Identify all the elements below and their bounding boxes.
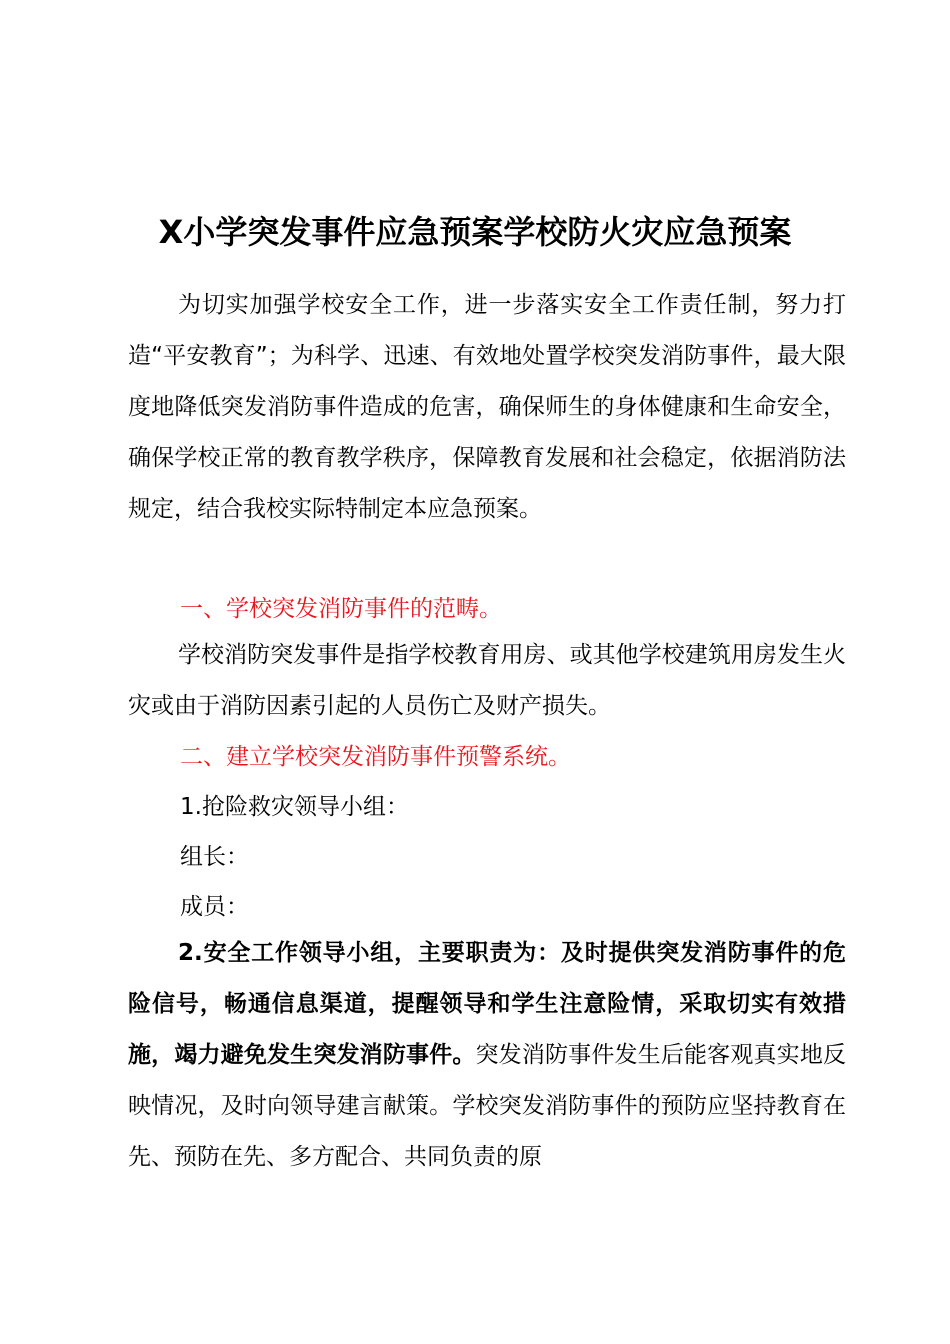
- members-label: 成员：: [180, 894, 249, 920]
- document-title: X小学突发事件应急预案学校防火灾应急预案: [158, 213, 792, 251]
- item-1-line: 1.抢险救灾领导小组：: [180, 794, 409, 820]
- section-1-heading: 一、学校突发消防事件的范畴。: [180, 596, 502, 622]
- section-1-paragraph: 学校消防突发事件是指学校教育用房、或其他学校建筑用房发生火灾或由于消防因素引起的人员伤亡及财产损失。: [128, 642, 846, 719]
- item-2-paragraph: [128, 928, 846, 1183]
- item-2-regular-text: 突发消防事件发生后能客观真实地反映情况，及时向领导建言献策。学校突发消防事件的预防应坚持教育在先、预防在先、多方配合、共同负责的原: [128, 1042, 847, 1170]
- intro-paragraph: 为切实加强学校安全工作，进一步落实安全工作责任制，努力打造“平安教育”；为科学、迅速、有效地处置学校突发消防事件，最大限度地降低突发消防事件造成的危害，确保师生的身体健康和生命安全，确保学校正常的教育教学秩序，保障教育发展和社会稳定，依据消防法规定，结合我校实际特制定本应急预案。: [128, 292, 846, 522]
- section-2-heading: 二、建立学校突发消防事件预警系统。: [180, 744, 571, 770]
- leader-label: 组长：: [180, 844, 249, 870]
- item-2-bold-text: 2.安全工作领导小组，主要职责为：及时提供突发消防事件的危险信号，畅通信息渠道，提醒领导和学生注意险情，采取切实有效措施，竭力避免发生突发消防事件。: [128, 940, 846, 1068]
